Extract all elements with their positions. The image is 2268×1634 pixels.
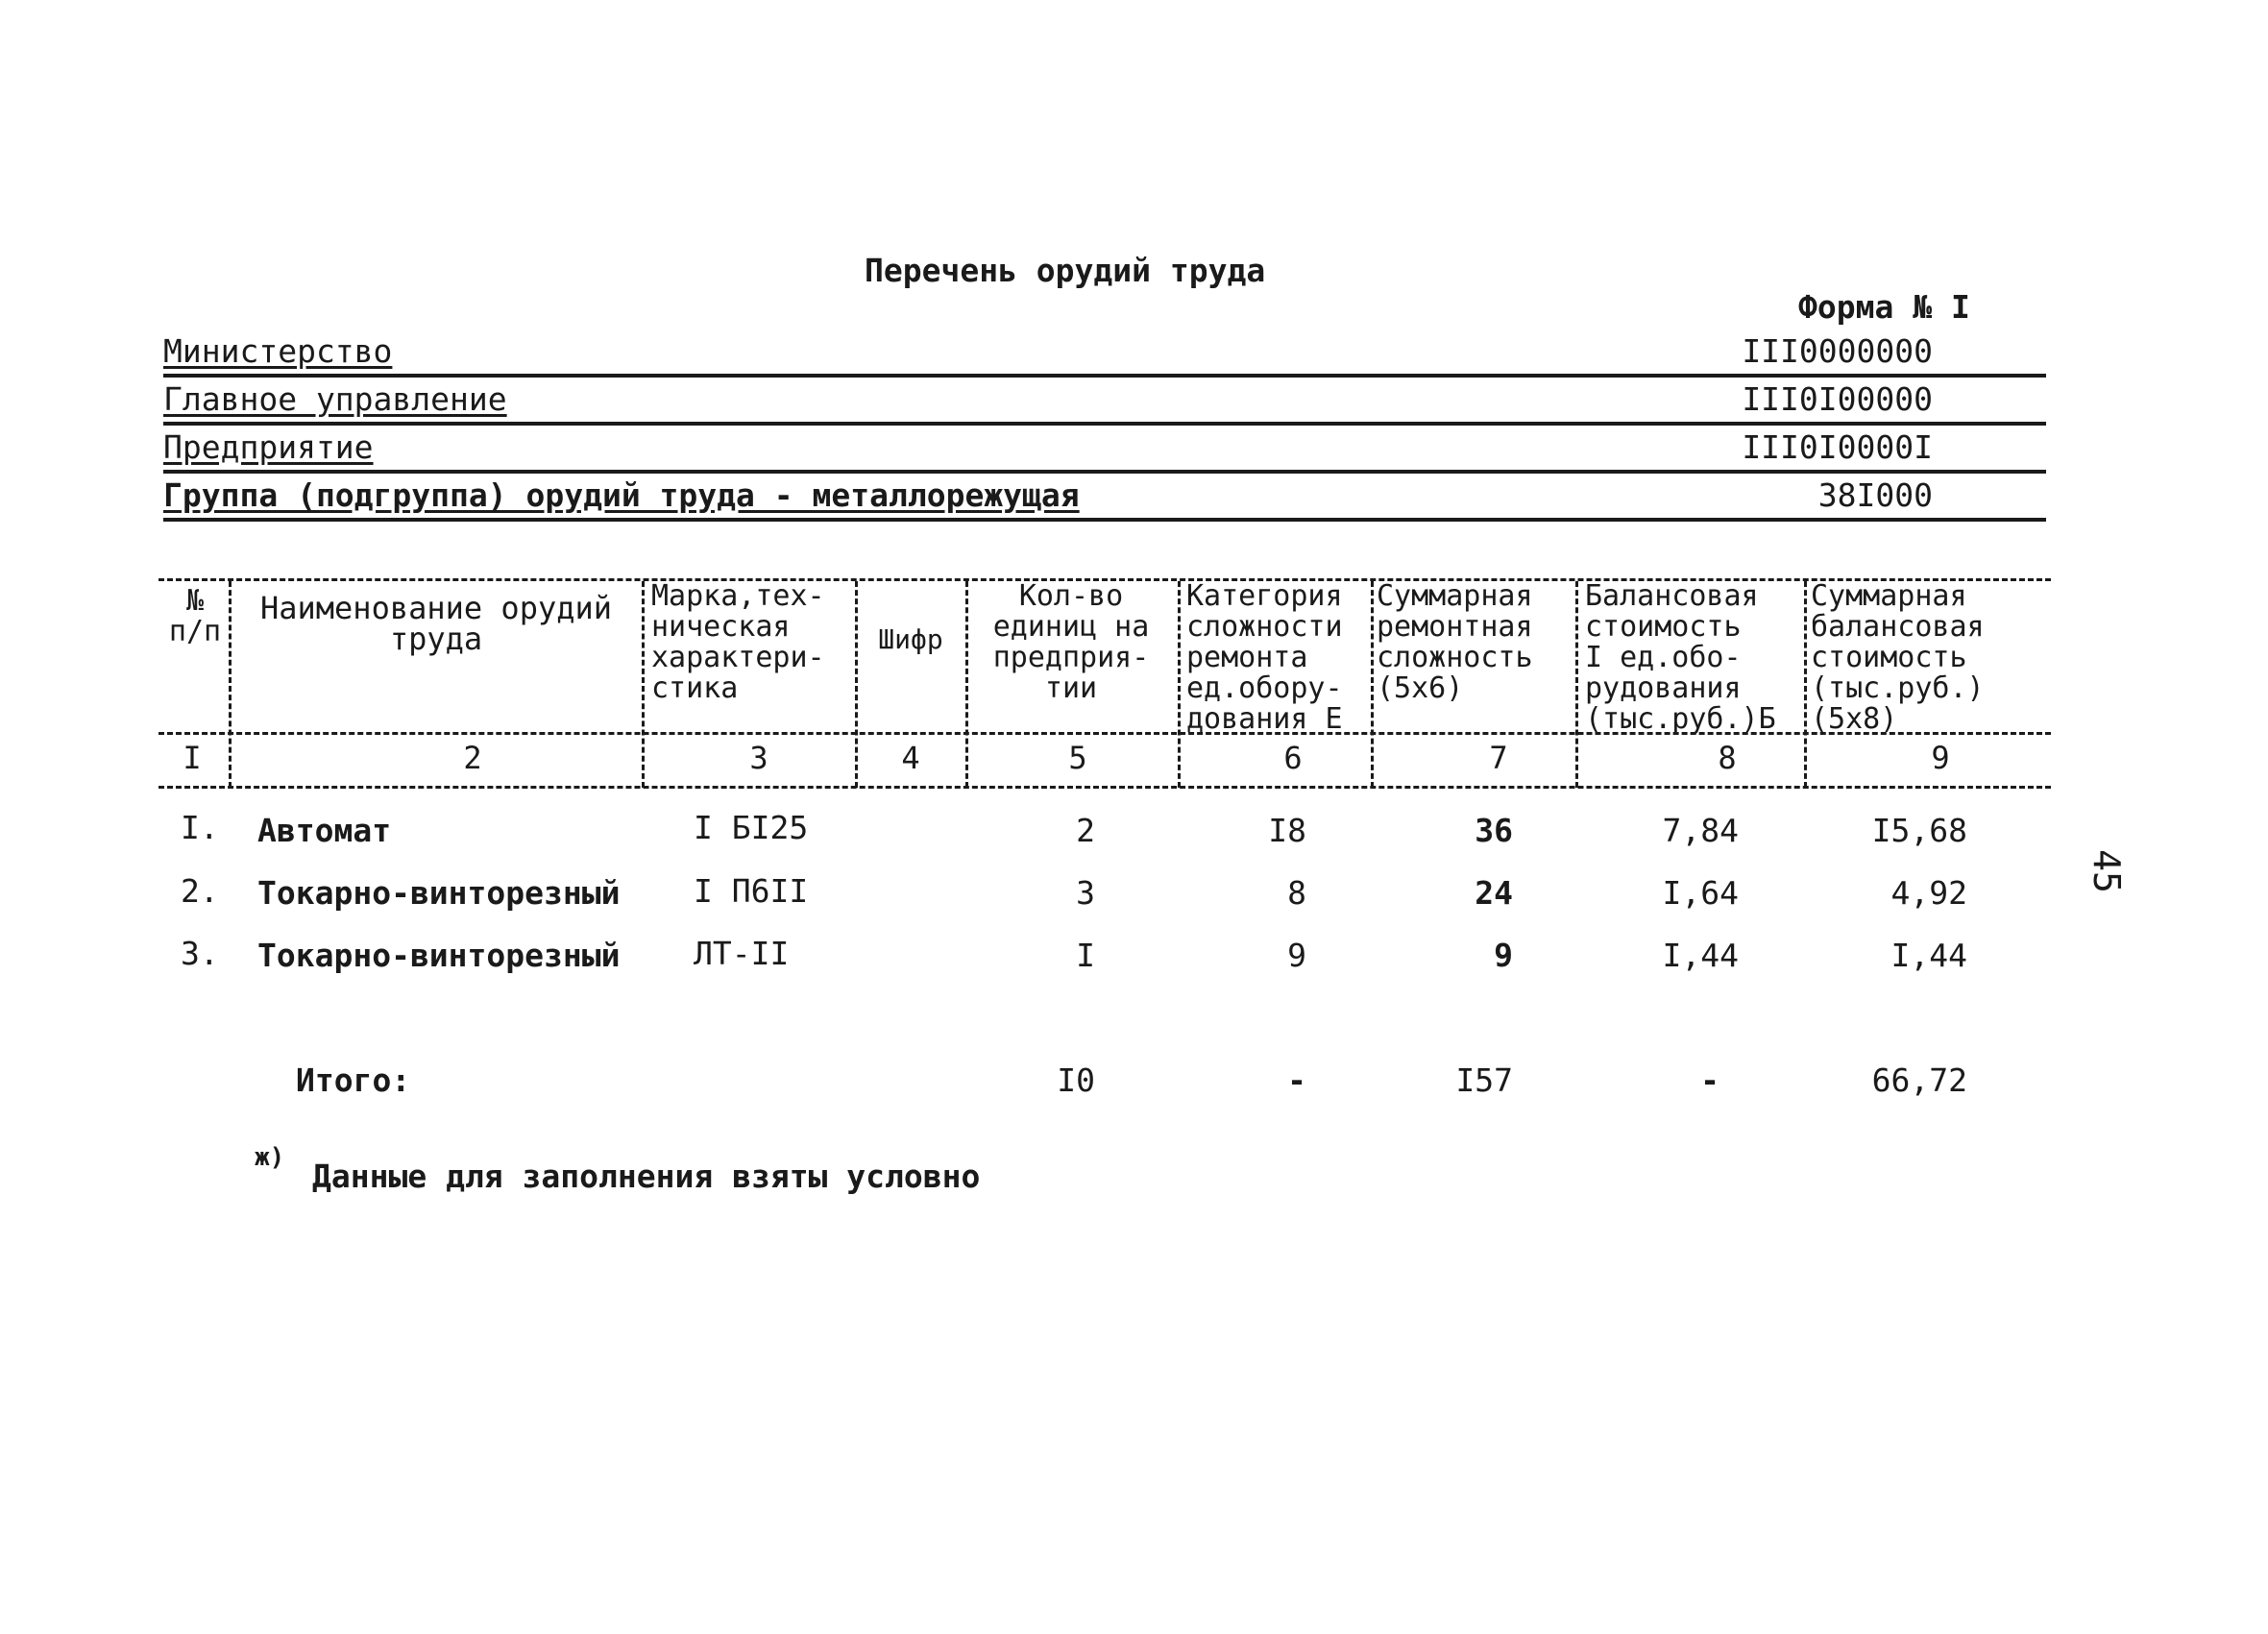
- row-name: Автомат: [257, 812, 392, 849]
- header-number: № п/п: [168, 584, 222, 648]
- info-row-main-department: [163, 379, 2046, 426]
- info-row-ministry: [163, 331, 2046, 378]
- total-sum-complexity: I57: [1455, 1061, 1513, 1099]
- header-category: Категория сложности ремонта ед.обору- дования Е: [1186, 579, 1343, 736]
- column-number: 6: [1283, 740, 1303, 776]
- page-number: 45: [2085, 849, 2128, 893]
- info-label: Министерство: [163, 332, 393, 370]
- header-sum-complexity: Суммарная ремонтная сложность (5х6): [1377, 579, 1533, 705]
- column-number: 5: [1068, 740, 1087, 776]
- row-name: Токарно-винторезный: [257, 937, 621, 974]
- column-separator: [1178, 581, 1181, 788]
- info-code: III0000000: [1742, 332, 1933, 370]
- column-number: 4: [901, 740, 920, 776]
- info-label: Предприятие: [163, 428, 374, 466]
- total-category: -: [1287, 1061, 1306, 1099]
- row-brand: I БI25: [694, 809, 809, 846]
- row-sum-complexity: 36: [1475, 812, 1513, 849]
- row-quantity: 3: [1076, 874, 1095, 912]
- row-sum-cost: 4,92: [1890, 874, 1967, 912]
- column-separator: [642, 581, 645, 788]
- row-category: 9: [1287, 937, 1306, 974]
- row-sum-complexity: 9: [1494, 937, 1513, 974]
- column-number: 9: [1931, 740, 1950, 776]
- row-quantity: I: [1076, 937, 1095, 974]
- column-number: 7: [1489, 740, 1508, 776]
- row-brand: I П6II: [694, 872, 809, 910]
- column-number: 3: [749, 740, 768, 776]
- row-unit-cost: I,64: [1662, 874, 1739, 912]
- row-number: 2.: [181, 872, 219, 910]
- table-colnum-rule: [159, 786, 2051, 789]
- total-sum-cost: 66,72: [1871, 1061, 1967, 1099]
- header-unit-cost: Балансовая стоимость I ед.обо- рудования (тыс.руб.)Б: [1585, 579, 1776, 736]
- row-sum-cost: I5,68: [1871, 812, 1967, 849]
- column-number: 8: [1718, 740, 1737, 776]
- footnote: Данные для заполнения взяты условно: [312, 1158, 981, 1195]
- header-name: Наименование орудий труда: [259, 590, 613, 657]
- row-unit-cost: 7,84: [1662, 812, 1739, 849]
- column-number: I: [183, 740, 202, 776]
- total-quantity: I0: [1057, 1061, 1095, 1099]
- row-unit-cost: I,44: [1662, 937, 1739, 974]
- column-separator: [1575, 581, 1578, 788]
- total-unit-cost: -: [1700, 1061, 1719, 1099]
- column-separator: [1371, 581, 1374, 788]
- row-number: 3.: [181, 935, 219, 972]
- row-quantity: 2: [1076, 812, 1095, 849]
- info-row-group: [163, 476, 2046, 522]
- row-sum-complexity: 24: [1475, 874, 1513, 912]
- column-separator: [965, 581, 968, 788]
- info-code: III0I00000: [1742, 380, 1933, 418]
- header-code: Шифр: [878, 623, 943, 655]
- info-row-enterprise: [163, 427, 2046, 474]
- column-separator: [1804, 581, 1807, 788]
- total-label: Итого:: [296, 1061, 411, 1099]
- header-sum-cost: Суммарная балансовая стоимость (тыс.руб.) (5х8): [1811, 579, 1985, 736]
- header-brand: Марка,тех- ническая характери- стика: [651, 579, 825, 705]
- row-category: I8: [1268, 812, 1306, 849]
- header-quantity: Кол-во единиц на предприя- тии: [992, 579, 1150, 705]
- row-name: Токарно-винторезный: [257, 874, 621, 912]
- footnote-mark: ж): [255, 1143, 285, 1172]
- row-number: I.: [181, 809, 219, 846]
- row-category: 8: [1287, 874, 1306, 912]
- column-separator: [855, 581, 858, 788]
- column-number: 2: [463, 740, 482, 776]
- row-brand: ЛТ-II: [694, 935, 790, 972]
- info-code: III0I0000I: [1742, 428, 1933, 466]
- info-label: Главное управление: [163, 380, 507, 418]
- info-code: 38I000: [1817, 476, 1933, 514]
- row-sum-cost: I,44: [1890, 937, 1967, 974]
- info-label: Группа (подгруппа) орудий труда - металлорежущая: [163, 476, 1080, 514]
- form-number: Форма № I: [1798, 288, 1970, 326]
- page-title: Перечень орудий труда: [865, 252, 1266, 289]
